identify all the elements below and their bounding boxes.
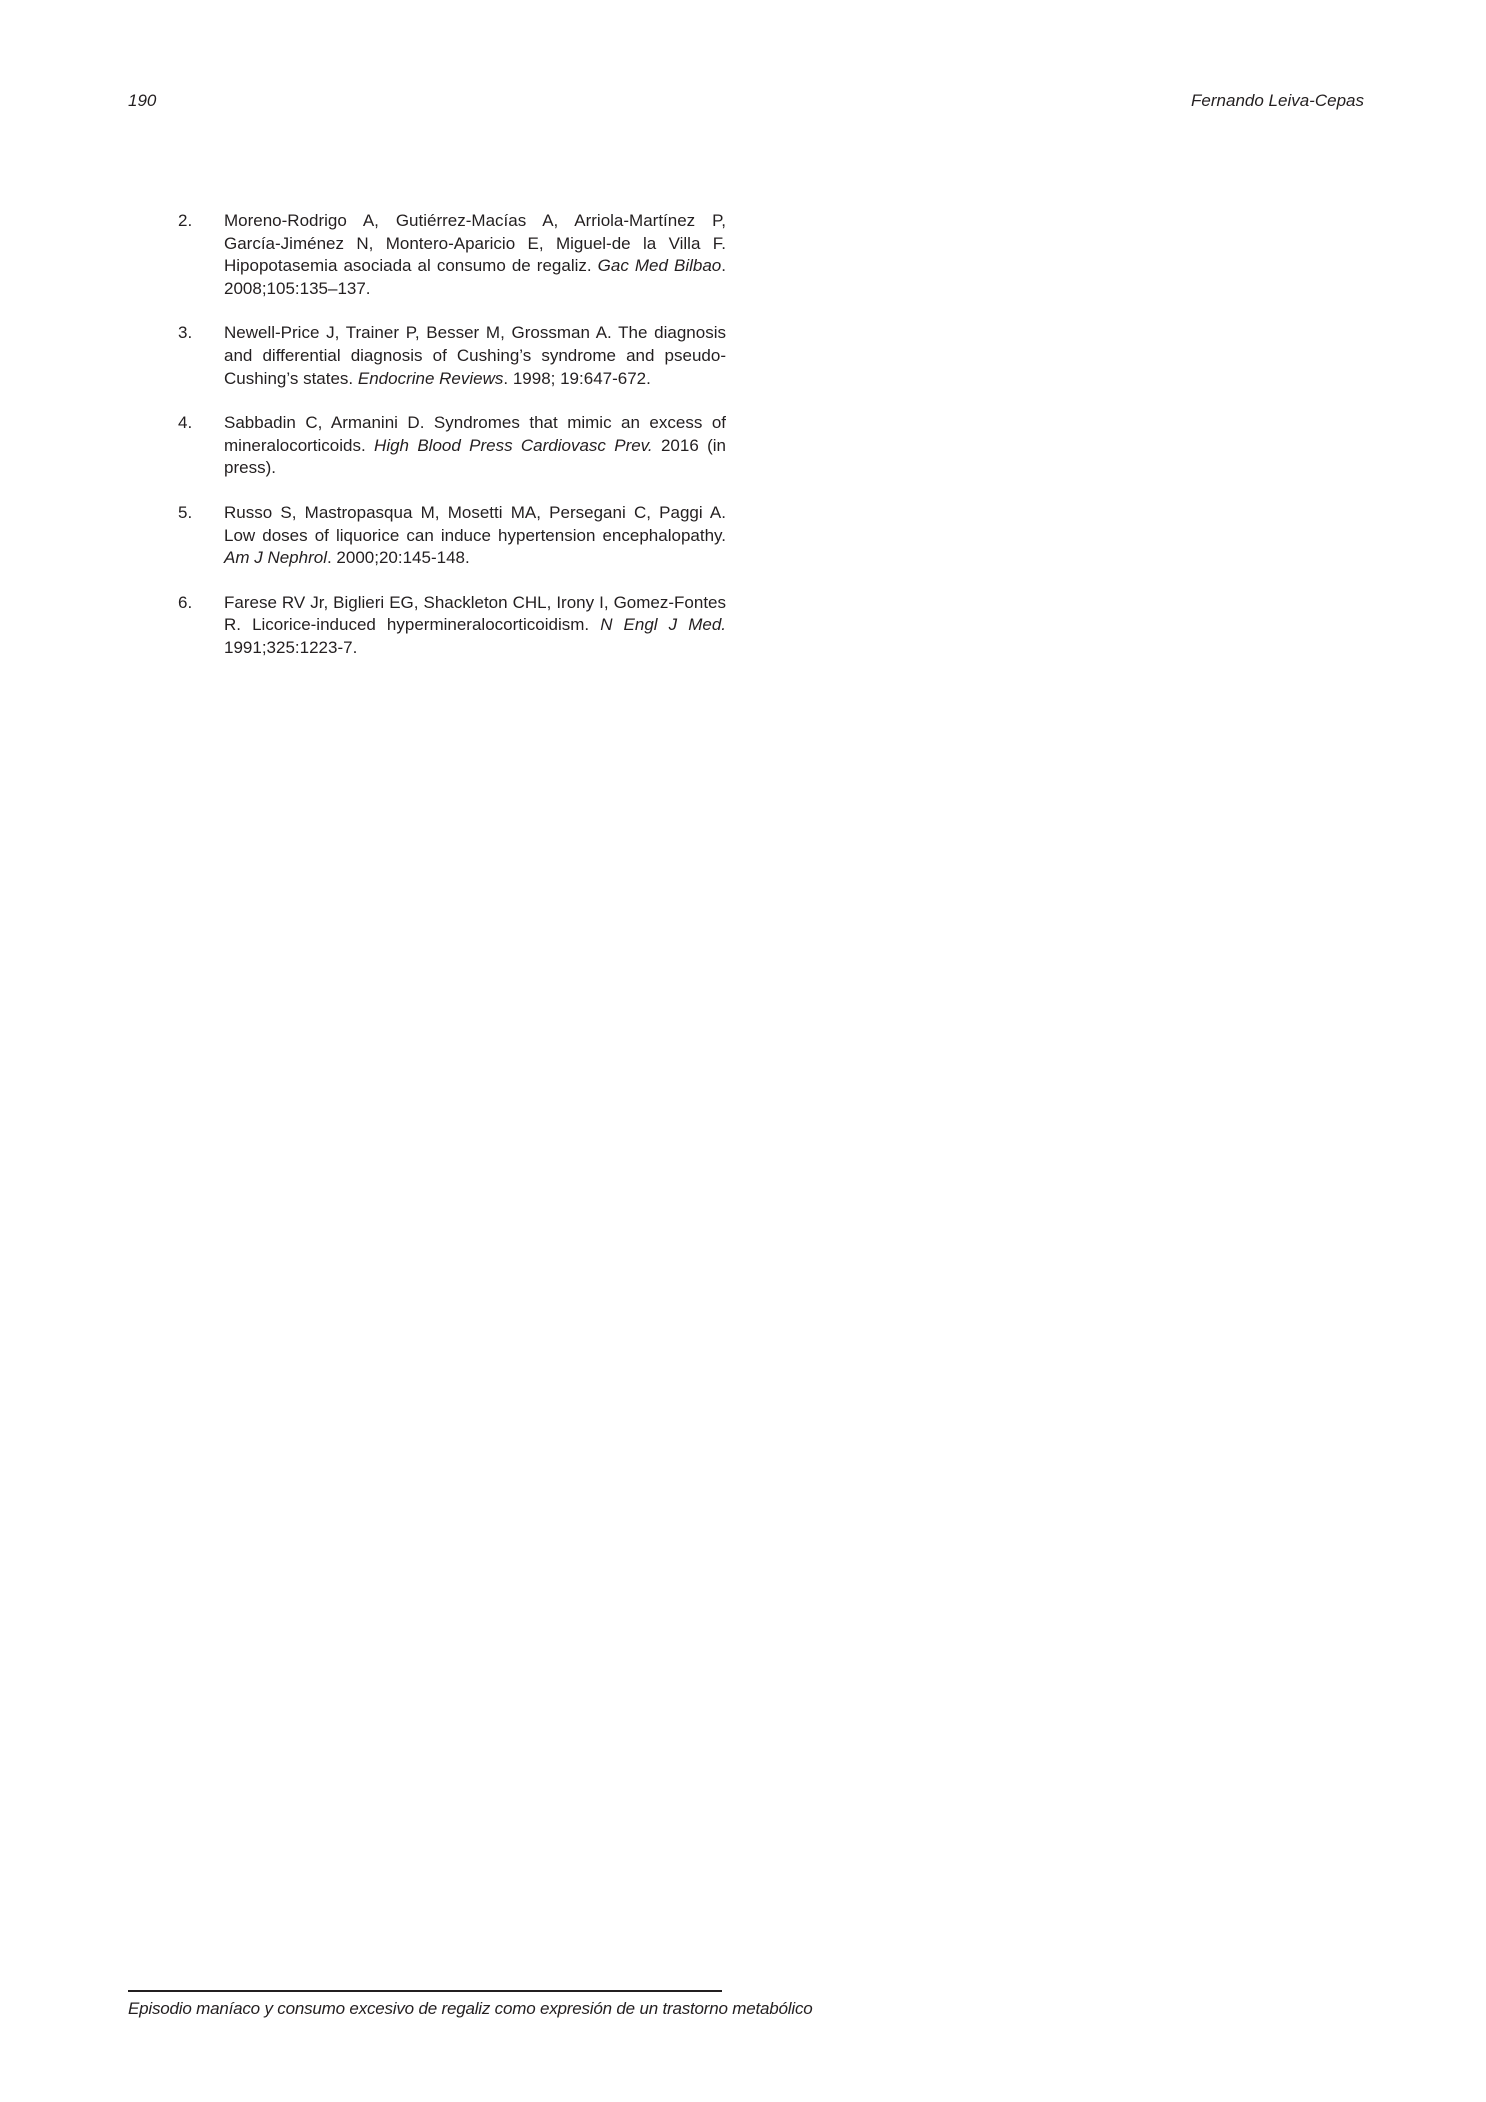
reference-item <box>178 502 726 570</box>
reference-number: 2. <box>178 211 193 230</box>
reference-journal: High Blood Press Cardiovasc Prev. <box>374 435 653 455</box>
reference-item <box>178 322 726 390</box>
reference-number: 6. <box>178 592 193 612</box>
reference-segment: Farese RV Jr, Biglieri EG, Shackleton CHL, Irony I, Gomez-Fontes R. Licorice-induced hypermineralocorticoidism. <box>224 592 726 635</box>
reference-segment: . 2008;105:135–137. <box>224 256 726 298</box>
reference-text <box>224 412 726 480</box>
reference-number: 5. <box>178 502 193 522</box>
footer-divider <box>128 1990 722 1992</box>
reference-segment: Russo S, Mastropasqua M, Mosetti MA, Persegani C, Paggi A. Low doses of liquorice can induce hypertension encephalopathy. <box>224 502 726 545</box>
reference-number: 4. <box>178 413 193 433</box>
reference-segment: Sabbadin C, Armanini D. Syndromes that mimic an excess of mineralocorticoids. <box>224 413 726 455</box>
reference-segment: 1991;325:1223-7. <box>224 637 358 657</box>
reference-text <box>224 592 726 660</box>
footer-article-title: Episodio maníaco y consumo excesivo de regaliz como expresión de un trastorno metabólico <box>128 1999 813 2018</box>
reference-segment: Newell-Price J, Trainer P, Besser M, Grossman A. The diagnosis and differential diagnosis of Cushing’s syndrome and pseudo-Cushing’s states. <box>224 323 726 388</box>
running-head-author: Fernando Leiva-Cepas <box>1191 91 1364 110</box>
reference-journal: Endocrine Reviews <box>357 368 504 388</box>
reference-text <box>224 322 726 390</box>
reference-item <box>178 210 726 300</box>
reference-segment: Moreno-Rodrigo A, Gutiérrez-Macías A, Arriola-Martínez P, García-Jiménez N, Montero-Aparicio E, Miguel-de la Villa F. Hipopotasemia asociada al consumo de regaliz. <box>224 211 726 276</box>
page-number: 190 <box>128 91 157 110</box>
reference-item <box>178 592 726 660</box>
reference-text <box>224 502 726 570</box>
reference-journal: Gac Med Bilbao <box>597 256 722 276</box>
reference-journal: N Engl J Med. <box>600 615 726 635</box>
reference-number: 3. <box>178 323 193 343</box>
reference-journal: Am J Nephrol <box>224 548 327 568</box>
reference-segment: . 2000;20:145-148. <box>326 548 470 568</box>
reference-segment: . 1998; 19:647-672. <box>503 368 651 388</box>
reference-text <box>224 210 726 300</box>
reference-item <box>178 412 726 480</box>
reference-segment: 2016 (in press). <box>224 435 726 478</box>
reference-list <box>178 210 726 682</box>
